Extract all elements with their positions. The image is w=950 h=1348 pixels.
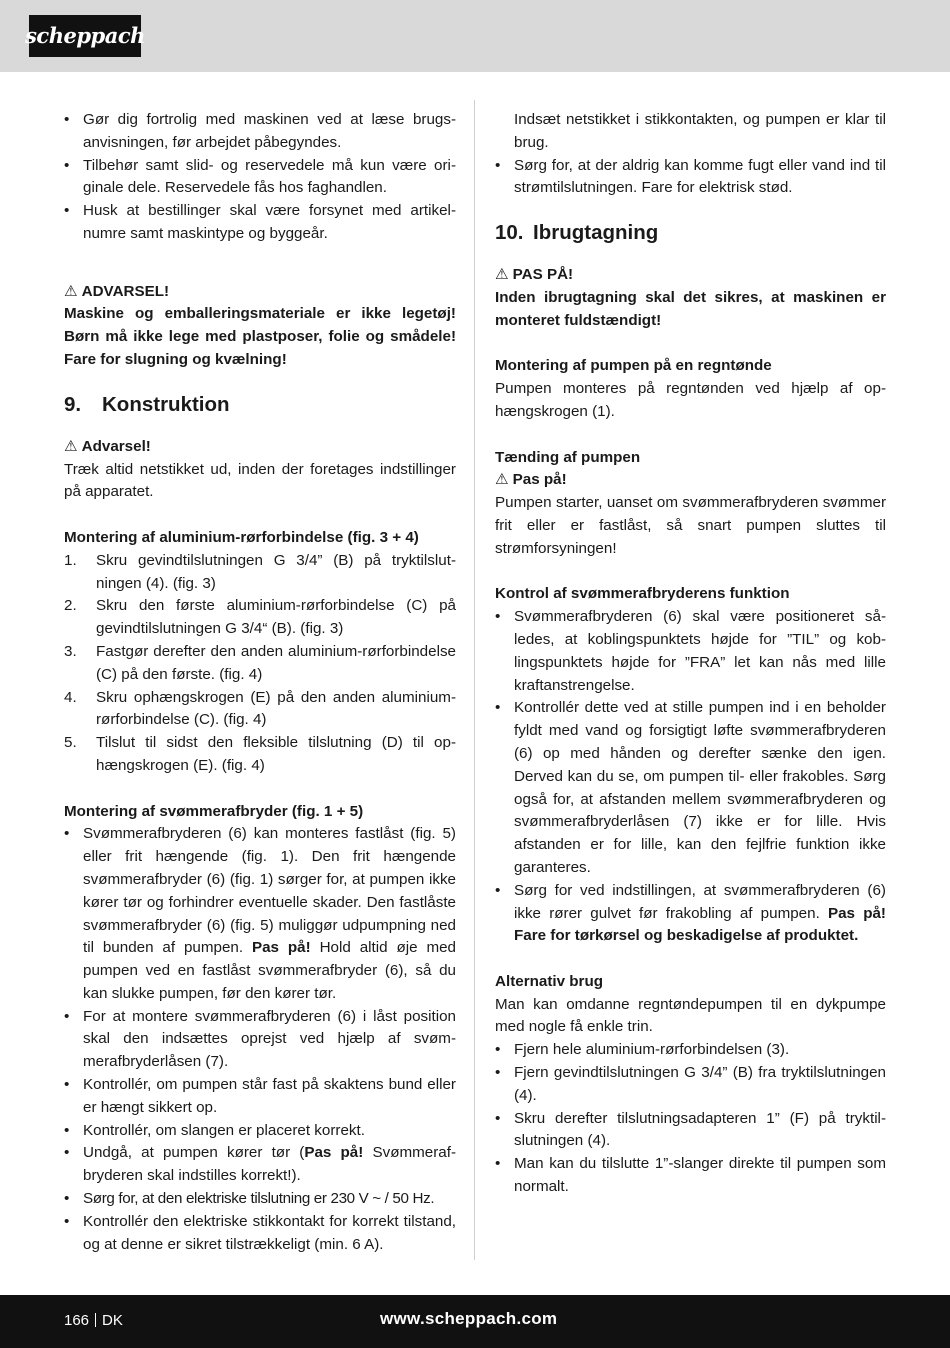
subheading: Montering af aluminium-rørforbindelse (fig. 3 + 4) <box>64 528 419 546</box>
website-link[interactable]: www.scheppach.com <box>380 1309 558 1328</box>
list-item: • Kontrollér den elektriske stikkontakt for korrekt tilstand, og at denne er sikret tilstrækkeligt (min. 6 A). <box>64 1211 456 1257</box>
paragraph: Man kan omdanne regntøndepumpen til en dykpumpe med nogle få enkle trin. <box>495 995 886 1036</box>
warning-triangle-icon: ⚠ <box>495 471 509 489</box>
continued-text: Indsæt netstikket i stikkontakten, og pumpen er klar til brug. <box>514 111 886 151</box>
list-item: • Man kan du tilslutte 1”-slanger direkte til pumpen som normalt. <box>495 1153 886 1199</box>
step-item: 2. Skru den første aluminium-rørforbindelse (C) på gevindtilslutningen G 3/4“ (B). (fig. 3) <box>64 597 456 638</box>
list-item: • Kontrollér, om slangen er placeret korrekt. <box>64 1120 456 1143</box>
list-item: • Sørg for, at den elektriske tilslutning er 230 V ~ / 50 Hz. <box>64 1188 456 1211</box>
warning-triangle-icon: ⚠ <box>495 266 509 284</box>
list-item: • Undgå, at pumpen kører tør (Pas på! Svømmerafbryderen skal indstilles korrekt!). <box>64 1142 456 1188</box>
svømmer-list <box>64 823 456 1256</box>
pas-pa-heading: ⚠ PAS PÅ! <box>495 266 574 284</box>
step-item: 1. Skru gevindtilslutningen G 3/4” (B) på tryktilslutningen (4). (fig. 3) <box>64 551 456 592</box>
list-item: • Fjern gevindtilslutningen G 3/4” (B) fra tryktilslutningen (4). <box>495 1062 886 1108</box>
list-item: • Gør dig fortrolig med maskinen ved at læse brugsanvisningen, før arbejdet påbegyndes. <box>64 109 456 155</box>
pas-pa-text: Inden ibrugtagning skal det sikres, at maskinen er monteret fuldstændigt! <box>495 288 886 329</box>
advarsel-heading: ⚠ Advarsel! <box>64 437 151 455</box>
list-item: • Svømmerafbryderen (6) skal være positioneret således, at koblingspunktets højde for ”TIL” og koblingspunktets højde for ”FRA” let kan nås med lille kraftanstrengelse. <box>495 606 886 697</box>
page-indicator <box>64 1310 123 1333</box>
list-item: • For at montere svømmerafbryderen (6) i låst position skal den indsættes oprejst ved hjælp af svømmerafbryderlåsen (7). <box>64 1006 456 1074</box>
page-number: 166 <box>64 1312 90 1329</box>
subheading: Kontrol af svømmerafbryderens funktion <box>495 585 790 603</box>
kontrol-list <box>495 606 886 948</box>
footer-bar <box>0 1295 950 1348</box>
right-column <box>495 109 886 1199</box>
step-item: 5. Tilslut til sidst den fleksible tilslutning (D) til ophængskrogen (E). (fig. 4) <box>64 734 456 774</box>
warning-heading: ⚠ ADVARSEL! <box>64 282 170 300</box>
subheading: Montering af pumpen på en regntønde <box>495 357 772 375</box>
section-heading-10: 10. Ibrugtagning <box>495 221 659 245</box>
list-item: • Kontrollér, om pumpen står fast på skaktens bund eller er hængt sikkert op. <box>64 1074 456 1120</box>
list-item: • Sørg for ved indstillingen, at svømmerafbryderen (6) ikke rører gulvet før frakobling af pumpen. Pas på! Fare for tørkørsel og beskadigelse af produktet. <box>495 880 886 948</box>
left-column <box>64 109 456 1256</box>
subheading: Alternativ brug <box>495 972 604 990</box>
step-item: 4. Skru ophængskrogen (E) på den anden aluminium-rørforbindelse (C). (fig. 4) <box>64 688 456 729</box>
list-item: • Husk at bestillinger skal være forsynet med artikelnumre samt maskintype og byggeår. <box>64 200 456 246</box>
separator <box>95 1313 96 1327</box>
list-item: • Skru derefter tilslutningsadapteren 1” (F) på tryktilslutningen (4). <box>495 1108 886 1154</box>
list-item: • Tilbehør samt slid- og reservedele må kun være originale dele. Reservedele fås hos faghandlen. <box>64 155 456 201</box>
column-divider <box>474 100 475 1260</box>
brand-logo: scheppach <box>29 15 141 57</box>
paragraph: Pumpen starter, uanset om svømmerafbryderen svømmer frit eller er fastlåst, så snart pumpen sluttes til strømforsyningen! <box>495 494 886 557</box>
advarsel-text: Træk altid netstikket ud, inden der foretages indstillinger på apparatet. <box>64 460 456 501</box>
step-item: 3. Fastgør derefter den anden aluminium-rørforbindelse (C) på den første. (fig. 4) <box>64 642 456 683</box>
subheading: Montering af svømmerafbryder (fig. 1 + 5) <box>64 802 364 820</box>
subheading: Tænding af pumpen <box>495 448 641 466</box>
continued-list <box>495 155 886 201</box>
list-item: • Kontrollér dette ved at stille pumpen ind i en beholder fyldt med vand og forsigtigt løfte svømmerafbryderen (6) op med hånden og derefter sænke den igen. Derved kan du se, om pumpen til- eller frakobles. Sørg også for, at afstanden mellem svømmerafbryderen og svømmerafbryderlåsen (7) ikke er for lille. Hvis afstanden er for lille, kan den fejlfrie funktion ikke garanteres. <box>495 697 886 879</box>
warning-triangle-icon: ⚠ <box>64 437 78 455</box>
steps-list <box>64 550 456 778</box>
pas-pa-heading: ⚠ Pas på! <box>495 471 567 489</box>
header-bar <box>0 0 950 72</box>
language-code: DK <box>102 1312 123 1329</box>
list-item: • Fjern hele aluminium-rørforbindelsen (3). <box>495 1039 886 1062</box>
warning-text: Maskine og emballeringsmateriale er ikke legetøj! Børn må ikke lege med plastposer, folie og smådele! Fare for slugning og kvælning! <box>64 305 456 368</box>
intro-list <box>64 109 456 246</box>
alt-list <box>495 1039 886 1199</box>
list-item: • Svømmerafbryderen (6) kan monteres fastlåst (fig. 5) eller frit hængende (fig. 1). Den frit hængende svømmerafbryder (6) (fig. 1) sørger for, at pumpen ikke kører tør og forhindrer eventuelle skader. Den fastlåste svømmerafbryder (6) (fig. 5) muliggør udpumpning ned til bunden af pumpen. Pas på! Hold altid øje med pumpen ved en fastlåst svømmerafbryder (6), så du kan slukke pumpen, før den kører tør. <box>64 823 456 1005</box>
section-heading-9: 9. Konstruktion <box>64 392 230 416</box>
list-item: • Sørg for, at der aldrig kan komme fugt eller vand ind til strømtilslutningen. Fare for elektrisk stød. <box>495 155 886 201</box>
warning-triangle-icon: ⚠ <box>64 282 78 300</box>
paragraph: Pumpen monteres på regntønden ved hjælp af ophængskrogen (1). <box>495 380 886 420</box>
